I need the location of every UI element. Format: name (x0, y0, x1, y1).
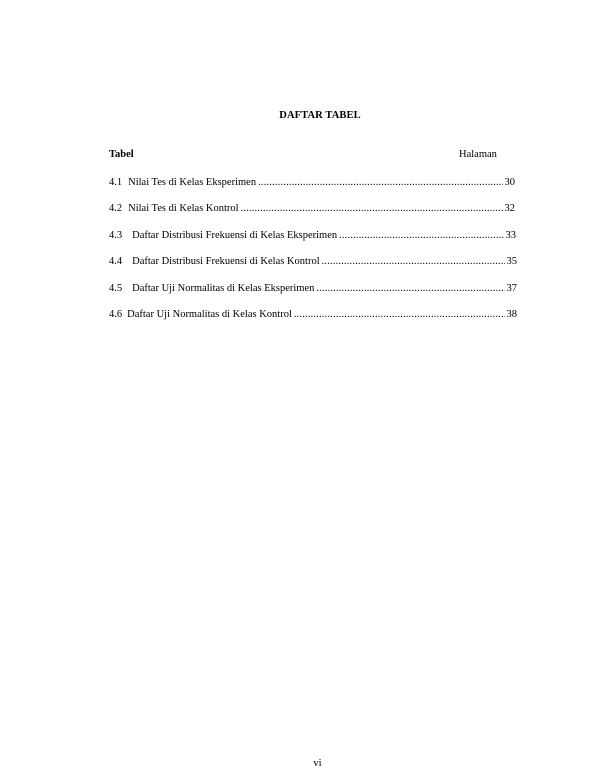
toc-entry-number: 4.3 (109, 230, 123, 241)
dot-leader (241, 202, 503, 216)
toc-entry-label: Daftar Uji Normalitas di Kelas Kontrol (127, 309, 292, 320)
toc-entry-4-3 (109, 229, 516, 243)
toc-entry-4-6 (109, 308, 517, 322)
dot-leader (294, 308, 505, 322)
toc-entry-page: 33 (505, 230, 516, 241)
toc-entry-label: Daftar Uji Normalitas di Kelas Eksperimen (132, 283, 315, 294)
toc-entry-page: 38 (506, 309, 517, 320)
dot-leader (258, 176, 502, 190)
toc-entry-label: Nilai Tes di Kelas Eksperimen (128, 177, 257, 188)
toc-entry-page: 32 (504, 203, 515, 214)
toc-entry-number: 4.2 (109, 203, 123, 214)
toc-entry-page: 35 (506, 256, 517, 267)
toc-entry-number: 4.5 (109, 283, 123, 294)
dot-leader (339, 229, 503, 243)
page-number: vi (313, 758, 322, 769)
page-title: DAFTAR TABEL (279, 110, 361, 121)
toc-entry-4-4 (109, 255, 517, 269)
toc-entry-page: 37 (506, 283, 517, 294)
toc-entry-number: 4.4 (109, 256, 123, 267)
column-header-page: Halaman (459, 149, 497, 160)
toc-entry-number: 4.6 (109, 309, 123, 320)
dot-leader (322, 255, 505, 269)
toc-entry-label: Nilai Tes di Kelas Kontrol (128, 203, 239, 214)
toc-entry-label: Daftar Distribusi Frekuensi di Kelas Kontrol (132, 256, 320, 267)
toc-entry-4-1 (109, 176, 515, 190)
toc-entry-number: 4.1 (109, 177, 123, 188)
toc-entry-page: 30 (504, 177, 515, 188)
toc-entry-4-2 (109, 202, 515, 216)
toc-entry-label: Daftar Distribusi Frekuensi di Kelas Eksperimen (132, 230, 338, 241)
toc-entry-4-5 (109, 282, 517, 296)
dot-leader (316, 282, 504, 296)
column-header-table: Tabel (109, 149, 134, 160)
